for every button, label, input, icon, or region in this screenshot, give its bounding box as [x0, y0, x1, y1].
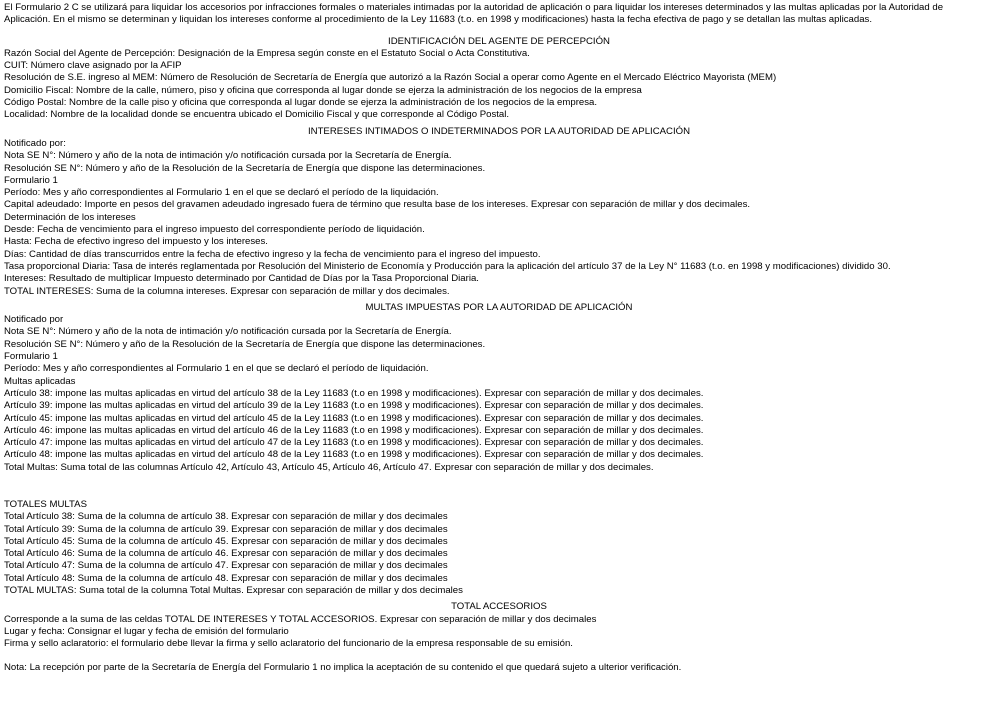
multas-line: Resolución SE N°: Número y año de la Resolución de la Secretaría de Energía que dispone las determinaciones. — [4, 338, 486, 350]
nota-footer: Nota: La recepción por parte de la Secretaría de Energía del Formulario 1 no implica la aceptación de su contenido el que quedará sujeto a ulterior verificación. — [4, 661, 682, 673]
multas-line: Notificado por — [4, 314, 64, 326]
agente-line: Resolución de S.E. ingreso al MEM: Número de Resolución de Secretaría de Energía que autorizó a la Razón Social a operar como Agente en el Mercado Eléctrico Mayorista (MEM) — [4, 72, 777, 84]
intereses-line: Capital adeudado: Importe en pesos del gravamen adeudado ingresado fuera de término que resulta base de los intereses. Expresar con separación de millar y dos decimales. — [4, 199, 751, 211]
intereses-line: TOTAL INTERESES: Suma de la columna intereses. Expresar con separación de millar y dos decimales. — [4, 285, 450, 297]
section-intereses — [4, 138, 995, 298]
heading-intereses: INTERESES INTIMADOS O INDETERMINADOS POR LA AUTORIDAD DE APLICACIÓN — [307, 125, 691, 137]
totales-multas-line: Total Artículo 46: Suma de la columna de artículo 46. Expresar con separación de millar y dos decimales — [4, 548, 448, 560]
intereses-line: Resolución SE N°: Número y año de la Resolución de la Secretaría de Energía que dispone las determinaciones. — [4, 162, 486, 174]
intereses-line: Hasta: Fecha de efectivo ingreso del impuesto y los intereses. — [4, 236, 268, 248]
totales-multas-line: Total Artículo 39: Suma de la columna de artículo 39. Expresar con separación de millar y dos decimales — [4, 523, 448, 535]
intereses-line: Notificado por: — [4, 137, 66, 149]
intereses-line: Tasa proporcional Diaria: Tasa de interés reglamentada por Resolución del Ministerio de Economía y Producción para la aplicación del artículo 37 de la Ley N° 11683 (t.o. en 1998 y modificaciones) dividido 30. — [4, 260, 891, 272]
intereses-line: Días: Cantidad de días transcurridos entre la fecha de efectivo ingreso y la fecha de vencimiento para el ingreso del impuesto. — [4, 248, 541, 260]
totales-multas-line: Total Artículo 47: Suma de la columna de artículo 47. Expresar con separación de millar y dos decimales — [4, 560, 448, 572]
intereses-line: Período: Mes y año correspondientes al Formulario 1 en el que se declaró el período de la liquidación. — [4, 187, 439, 199]
section-totales-multas — [4, 511, 995, 597]
spacer — [4, 474, 995, 499]
heading-total-accesorios: TOTAL ACCESORIOS — [451, 601, 547, 613]
multas-line: Artículo 38: impone las multas aplicadas en virtud del artículo 38 de la Ley 11683 (t.o en 1998 y modificaciones). Expresar con separación de millar y dos decimales. — [4, 387, 704, 399]
agente-line: Razón Social del Agente de Percepción: Designación de la Empresa según conste en el Estatuto Social o Acta Constitutiva. — [4, 47, 530, 59]
multas-line: Nota SE N°: Número y año de la nota de intimación y/o notificación cursada por la Secretaría de Energía. — [4, 326, 452, 338]
intereses-line: Determinación de los intereses — [4, 211, 136, 223]
agente-line: CUIT: Número clave asignado por la AFIP — [4, 60, 182, 72]
heading-agente-percepcion: IDENTIFICACIÓN DEL AGENTE DE PERCEPCIÓN — [388, 35, 610, 47]
multas-line: Artículo 45: impone las multas aplicadas en virtud del artículo 45 de la Ley 11683 (t.o en 1998 y modificaciones). Expresar con separación de millar y dos decimales. — [4, 412, 704, 424]
multas-line: Total Multas: Suma total de las columnas Artículo 42, Artículo 43, Artículo 45, Artículo 46, Artículo 47. Expresar con separación de millar y dos decimales. — [4, 461, 654, 473]
intro-paragraph: El Formulario 2 C se utilizará para liquidar los accesorios por infracciones formales o materiales intimadas por la autoridad de aplicación o para liquidar los intereses determinados y las multas aplicadas por la Autoridad de Aplicación. En el mismo se determinan y liquidan los intereses conforme al procedimiento de la Ley 11683 (t.o. en 1998 y modificaciones) hasta la fecha efectiva de pago y se detallan las multas aplicadas. — [4, 2, 944, 26]
section-agente-percepcion — [4, 48, 995, 122]
section-total-accesorios — [4, 614, 995, 651]
agente-line: Domicilio Fiscal: Nombre de la calle, número, piso y oficina que corresponda al lugar donde se ejerza la administración de los negocios de la empresa — [4, 84, 642, 96]
multas-line: Formulario 1 — [4, 351, 58, 363]
intereses-line: Nota SE N°: Número y año de la nota de intimación y/o notificación cursada por la Secretaría de Energía. — [4, 150, 452, 162]
heading-totales-multas: TOTALES MULTAS — [4, 498, 87, 510]
agente-line: Localidad: Nombre de la localidad donde se encuentra ubicado el Domicilio Fiscal y que corresponde al Código Postal. — [4, 109, 510, 121]
multas-line: Artículo 39: impone las multas aplicadas en virtud del artículo 39 de la Ley 11683 (t.o en 1998 y modificaciones). Expresar con separación de millar y dos decimales. — [4, 400, 704, 412]
total-accesorios-line: Corresponde a la suma de las celdas TOTAL DE INTERESES Y TOTAL ACCESORIOS. Expresar con separación de millar y dos decimales — [4, 613, 597, 625]
spacer — [4, 651, 995, 662]
intereses-line: Formulario 1 — [4, 174, 58, 186]
intereses-line: Intereses: Resultado de multiplicar Impuesto determinado por Cantidad de Días por la Tasa Proporcional Diaria. — [4, 273, 479, 285]
section-multas — [4, 314, 995, 474]
heading-multas: MULTAS IMPUESTAS POR LA AUTORIDAD DE APLICACIÓN — [365, 301, 633, 313]
multas-line: Período: Mes y año correspondientes al Formulario 1 en el que se declaró el período de liquidación. — [4, 363, 429, 375]
intereses-line: Desde: Fecha de vencimiento para el ingreso impuesto del correspondiente período de liquidación. — [4, 224, 425, 236]
totales-multas-line: Total Artículo 38: Suma de la columna de artículo 38. Expresar con separación de millar y dos decimales — [4, 511, 448, 523]
multas-line: Artículo 48: impone las multas aplicadas en virtud del artículo 48 de la Ley 11683 (t.o en 1998 y modificaciones). Expresar con separación de millar y dos decimales. — [4, 449, 704, 461]
total-accesorios-line: Lugar y fecha: Consignar el lugar y fecha de emisión del formulario — [4, 625, 289, 637]
multas-line: Artículo 46: impone las multas aplicadas en virtud del artículo 46 de la Ley 11683 (t.o en 1998 y modificaciones). Expresar con separación de millar y dos decimales. — [4, 424, 704, 436]
multas-line: Multas aplicadas — [4, 375, 76, 387]
totales-multas-line: TOTAL MULTAS: Suma total de la columna Total Multas. Expresar con separación de millar y dos decimales — [4, 585, 463, 597]
totales-multas-line: Total Artículo 45: Suma de la columna de artículo 45. Expresar con separación de millar y dos decimales — [4, 535, 448, 547]
totales-multas-line: Total Artículo 48: Suma de la columna de artículo 48. Expresar con separación de millar y dos decimales — [4, 572, 448, 584]
agente-line: Código Postal: Nombre de la calle piso y oficina que corresponda al lugar donde se ejerza la administración de los negocios de la empresa. — [4, 97, 598, 109]
spacer — [4, 27, 995, 36]
multas-line: Artículo 47: impone las multas aplicadas en virtud del artículo 47 de la Ley 11683 (t.o en 1998 y modificaciones). Expresar con separación de millar y dos decimales. — [4, 437, 704, 449]
total-accesorios-line: Firma y sello aclaratorio: el formulario debe llevar la firma y sello aclaratorio del funcionario de la empresa responsable de su emisión. — [4, 638, 573, 650]
